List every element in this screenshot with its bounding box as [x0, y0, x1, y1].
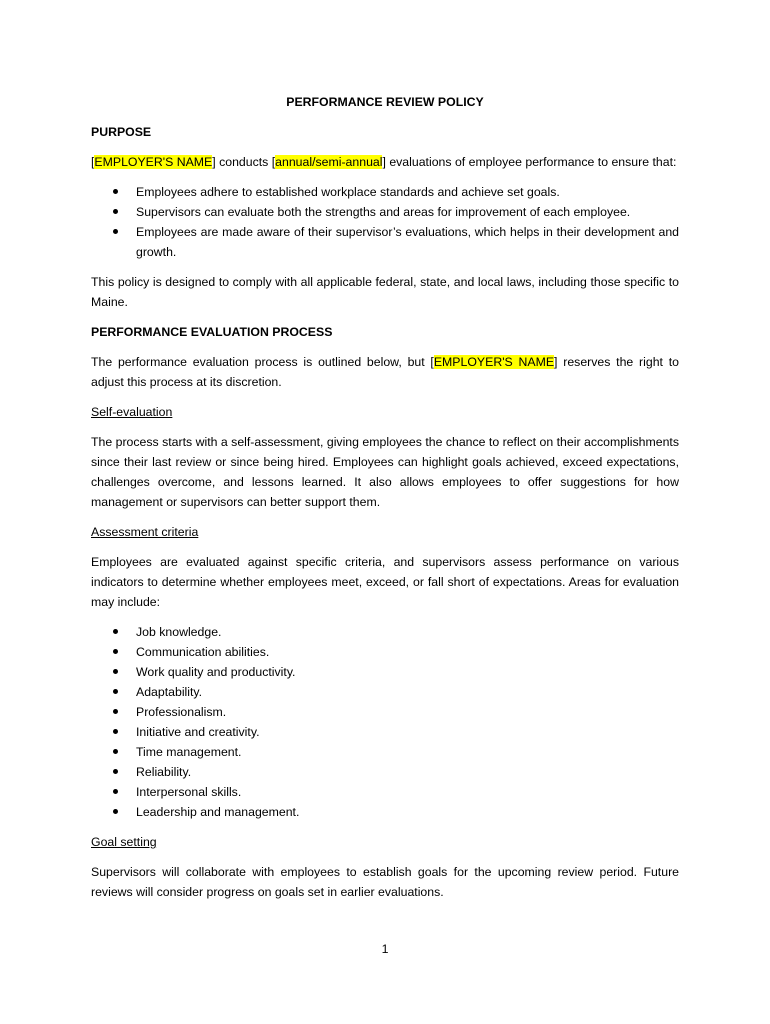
- list-item: Work quality and productivity.: [91, 662, 679, 682]
- employer-name-placeholder: EMPLOYER'S NAME: [94, 155, 213, 169]
- compliance-paragraph: This policy is designed to comply with all applicable federal, state, and local laws, including those specific to Maine.: [91, 275, 679, 309]
- employer-name-placeholder: EMPLOYER'S NAME: [433, 355, 555, 369]
- goal-setting-text: Supervisors will collaborate with employees to establish goals for the upcoming review period. Future reviews will consider progress on goals set in earlier evaluations.: [91, 865, 679, 899]
- self-evaluation-heading: Self-evaluation: [91, 405, 173, 419]
- list-item: Leadership and management.: [91, 802, 679, 822]
- purpose-intro: [91, 152, 679, 172]
- list-item: Professionalism.: [91, 702, 679, 722]
- list-item: Adaptability.: [91, 682, 679, 702]
- goal-setting-heading: Goal setting: [91, 835, 157, 849]
- frequency-placeholder: annual/semi-annual: [275, 155, 383, 169]
- assessment-criteria-text: Employees are evaluated against specific criteria, and supervisors assess performance on various indicators to determine whether employees meet, exceed, or fall short of expectations. Areas for evaluation may include:: [91, 555, 679, 609]
- process-heading: PERFORMANCE EVALUATION PROCESS: [91, 325, 333, 339]
- self-evaluation-text: The process starts with a self-assessment, giving employees the chance to reflect on their accomplishments since their last review or since being hired. Employees can highlight goals achieved, exceed expectations, challenges overcome, and lessons learned. It also allows employees to offer suggestions for how management or supervisors can better support them.: [91, 435, 679, 509]
- intro-text-mid: ] conducts [: [212, 155, 276, 169]
- list-item: Initiative and creativity.: [91, 722, 679, 742]
- process-intro: [91, 352, 679, 392]
- bracket-open: [: [91, 155, 95, 169]
- list-item: Interpersonal skills.: [91, 782, 679, 802]
- process-text-pre: The performance evaluation process is outlined below, but [: [91, 355, 434, 369]
- intro-text-rest: ] evaluations of employee performance to ensure that:: [382, 155, 677, 169]
- list-item: Supervisors can evaluate both the strengths and areas for improvement of each employee.: [91, 202, 679, 222]
- list-item: Employees adhere to established workplace standards and achieve set goals.: [91, 182, 679, 202]
- process-text-post: ] reserves the right to adjust this process at its discretion.: [91, 355, 679, 389]
- list-item: Employees are made aware of their supervisor’s evaluations, which helps in their development and growth.: [91, 222, 679, 262]
- document-body: [91, 92, 679, 912]
- document-title: PERFORMANCE REVIEW POLICY: [286, 95, 484, 109]
- page-number: 1: [381, 942, 389, 956]
- purpose-bullet-list: [91, 182, 679, 262]
- list-item: Time management.: [91, 742, 679, 762]
- list-item: Job knowledge.: [91, 622, 679, 642]
- purpose-heading: PURPOSE: [91, 125, 152, 139]
- assessment-criteria-heading: Assessment criteria: [91, 525, 199, 539]
- list-item: Reliability.: [91, 762, 679, 782]
- list-item: Communication abilities.: [91, 642, 679, 662]
- criteria-bullet-list: [91, 622, 679, 822]
